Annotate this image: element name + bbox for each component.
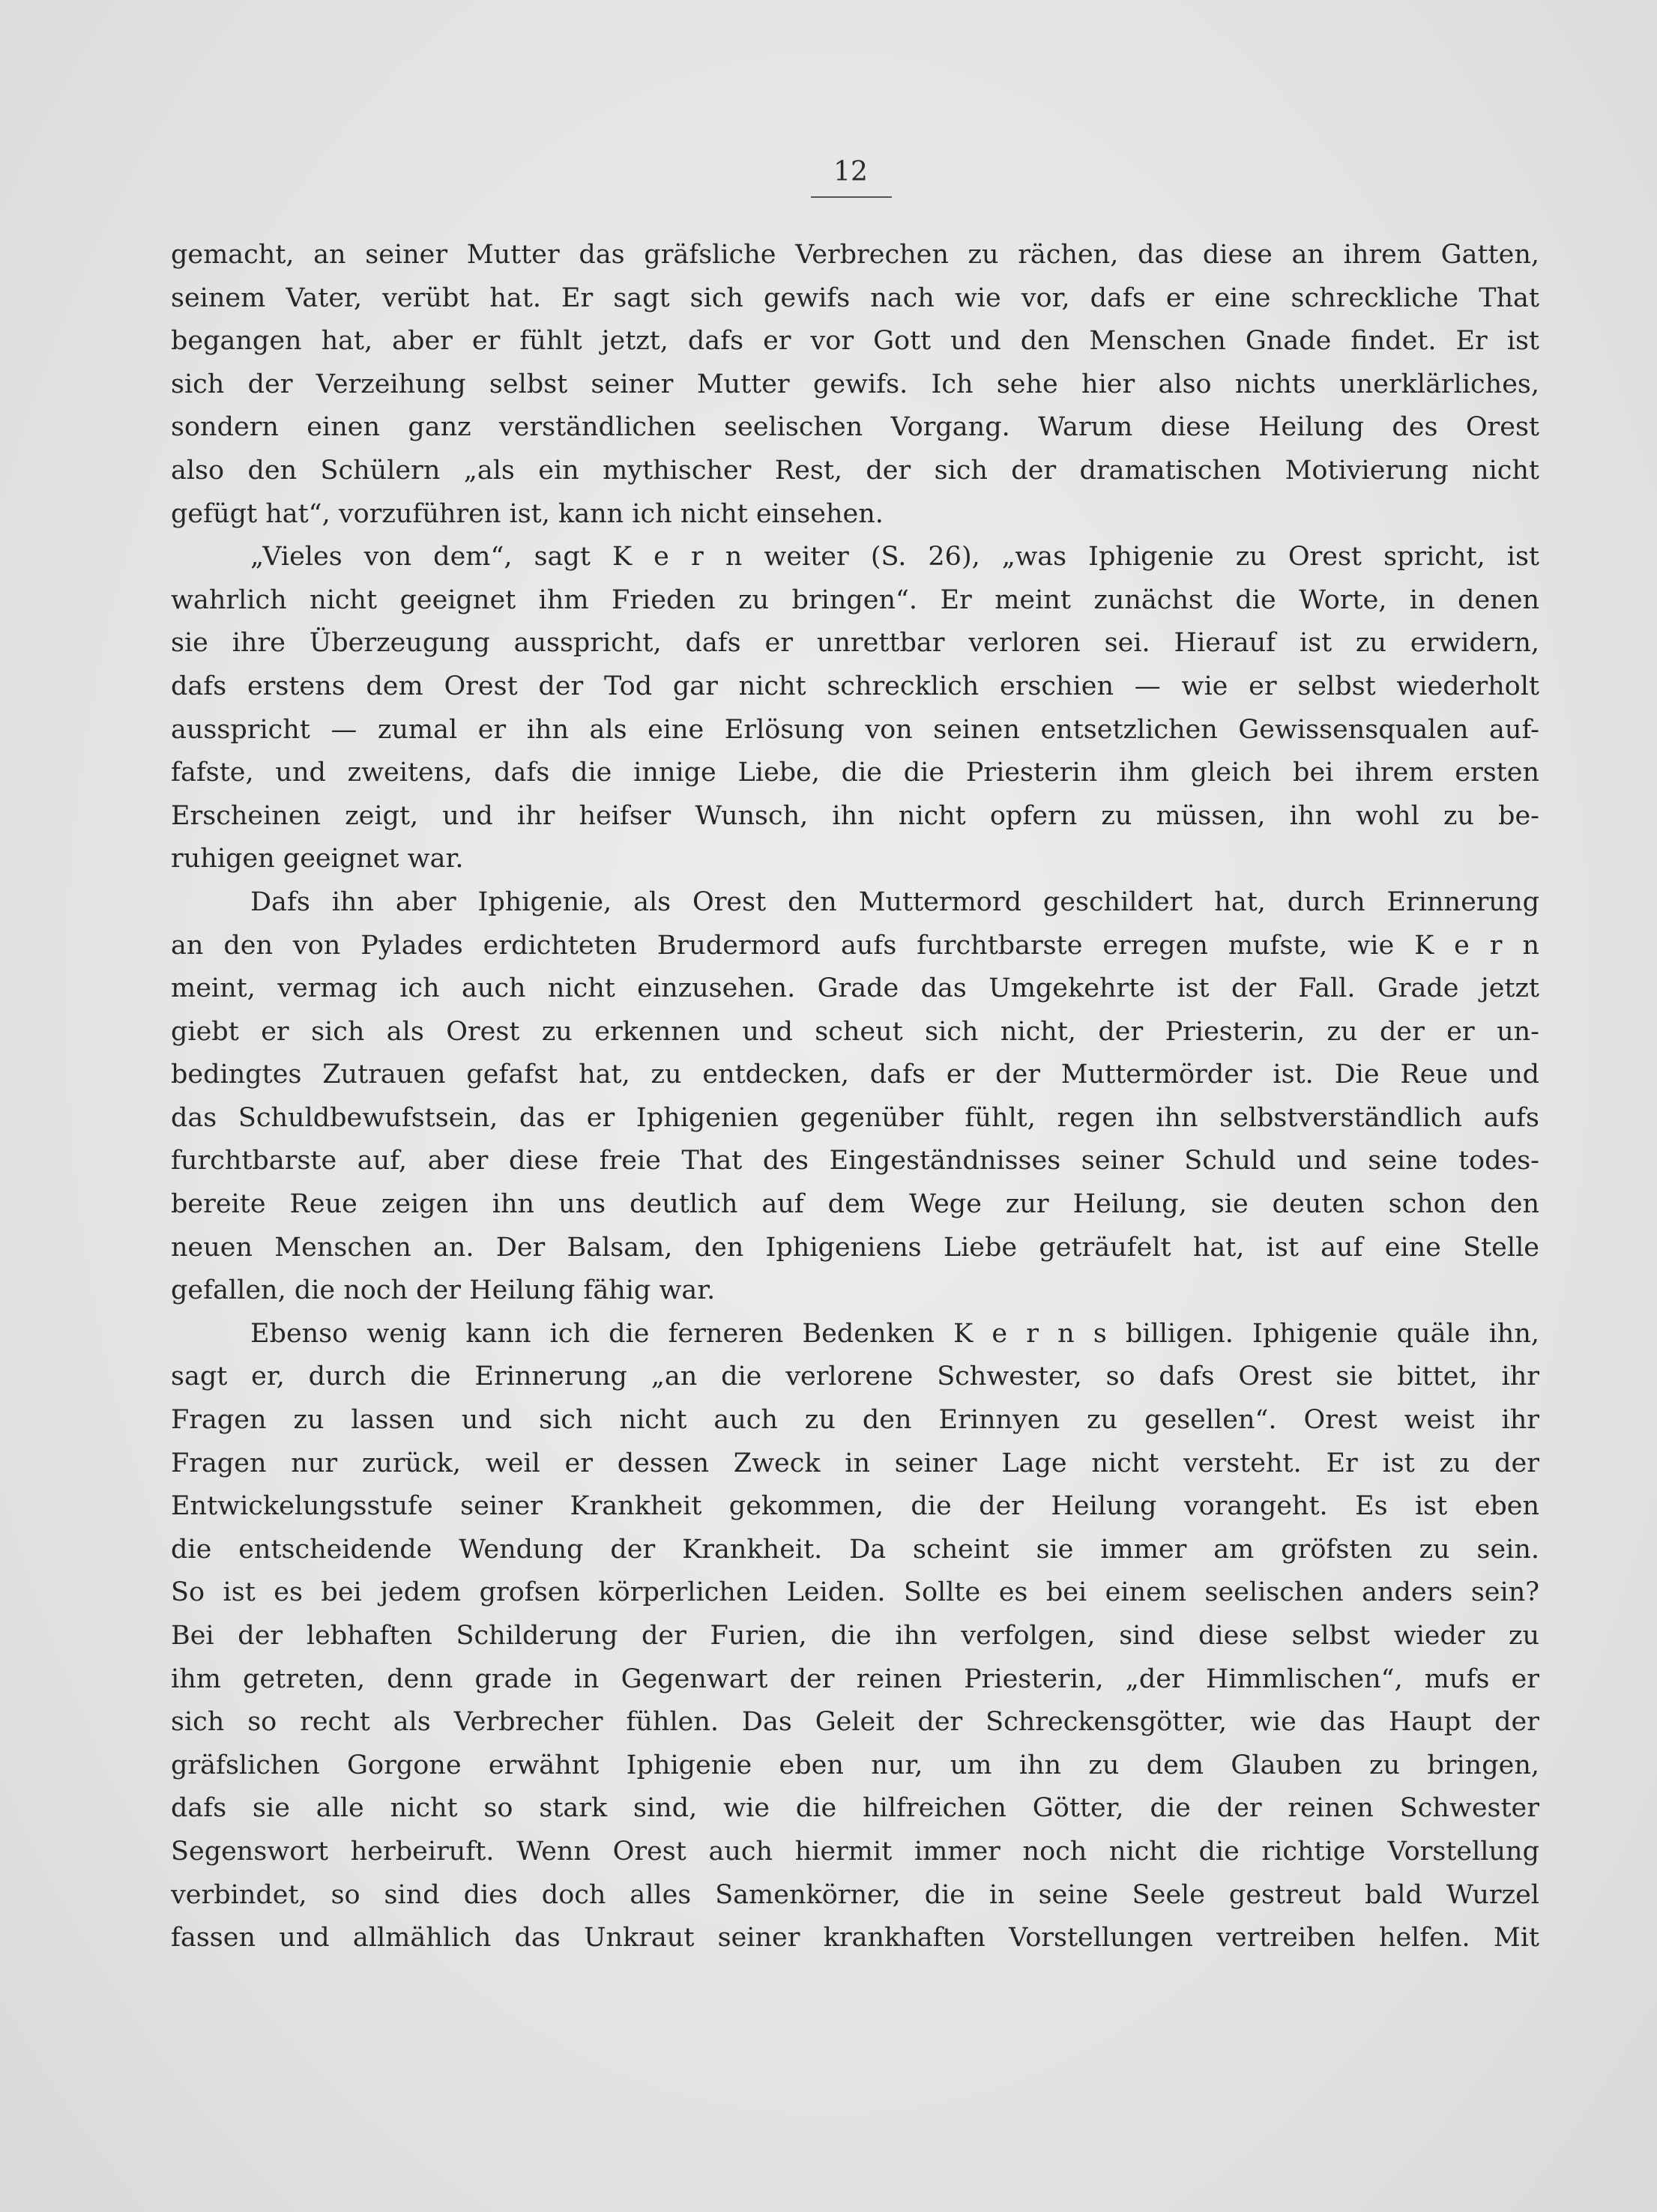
text-line: giebt er sich als Orest zu erkennen und scheut sich nicht, der Priesterin, zu der er un-: [171, 1016, 1539, 1047]
text-line: seinem Vater, verübt hat. Er sagt sich gewifs nach wie vor, dafs er eine schreckliche That: [171, 282, 1539, 313]
page-number-rule: [811, 196, 892, 198]
text-line: an den von Pylades erdichteten Brudermord aufs furchtbarste erregen mufste, wie K e r n: [171, 930, 1539, 961]
text-line: sich so recht als Verbrecher fühlen. Das Geleit der Schreckensgötter, wie das Haupt der: [171, 1707, 1539, 1738]
text-line: sich der Verzeihung selbst seiner Mutter gewifs. Ich sehe hier also nichts unerklärliches,: [171, 369, 1539, 399]
text-line: sagt er, durch die Erinnerung „an die verlorene Schwester, so dafs Orest sie bittet, ihr: [171, 1362, 1539, 1392]
text-line: die entscheidende Wendung der Krankheit. Da scheint sie immer am gröfsten zu sein.: [171, 1534, 1539, 1565]
text-line: neuen Menschen an. Der Balsam, den Iphigeniens Liebe geträufelt hat, ist auf eine Stelle: [171, 1232, 1539, 1263]
text-line: das Schuldbewufstsein, das er Iphigenien gegenüber fühlt, regen ihn selbstverständlich aufs: [171, 1102, 1539, 1133]
page-number: 12: [833, 157, 868, 187]
text-line: ihm getreten, denn grade in Gegenwart der reinen Priesterin, „der Himmlischen“, mufs er: [171, 1663, 1539, 1694]
text-line: begangen hat, aber er fühlt jetzt, dafs er vor Gott und den Menschen Gnade findet. Er ist: [171, 326, 1539, 357]
text-line: sondern einen ganz verständlichen seelischen Vorgang. Warum diese Heilung des Orest: [171, 412, 1539, 443]
text-line: dafs erstens dem Orest der Tod gar nicht schrecklich erschien — wie er selbst wiederholt: [171, 671, 1539, 701]
text-line: Ebenso wenig kann ich die ferneren Bedenken K e r n s billigen. Iphigenie quäle ihn,: [250, 1318, 1539, 1349]
text-line: gemacht, an seiner Mutter das gräfsliche Verbrechen zu rächen, das diese an ihrem Gatten,: [171, 240, 1539, 270]
text-line: furchtbarste auf, aber diese freie That des Eingeständnisses seiner Schuld und seine todes-: [171, 1146, 1539, 1176]
text-line: „Vieles von dem“, sagt K e r n weiter (S. 26), „was Iphigenie zu Orest spricht, ist: [250, 542, 1539, 572]
text-line: gefallen, die noch der Heilung fähig war.: [171, 1275, 716, 1306]
text-line: bereite Reue zeigen ihn uns deutlich auf dem Wege zur Heilung, sie deuten schon den: [171, 1189, 1539, 1220]
text-line: Fragen nur zurück, weil er dessen Zweck in seiner Lage nicht versteht. Er ist zu der: [171, 1448, 1539, 1478]
text-line: verbindet, so sind dies doch alles Samenkörner, die in seine Seele gestreut bald Wurzel: [171, 1879, 1539, 1910]
text-line: dafs sie alle nicht so stark sind, wie die hilfreichen Götter, die der reinen Schwester: [171, 1793, 1539, 1824]
text-line: Bei der lebhaften Schilderung der Furien, die ihn verfolgen, sind diese selbst wieder zu: [171, 1621, 1539, 1651]
text-line: Dafs ihn aber Iphigenie, als Orest den Muttermord geschildert hat, durch Erinnerung: [250, 886, 1539, 917]
text-line: bedingtes Zutrauen gefafst hat, zu entdecken, dafs er der Muttermörder ist. Die Reue und: [171, 1060, 1539, 1090]
text-line: Entwickelungsstufe seiner Krankheit gekommen, die der Heilung vorangeht. Es ist eben: [171, 1491, 1539, 1522]
text-line: wahrlich nicht geeignet ihm Frieden zu bringen“. Er meint zunächst die Worte, in denen: [171, 584, 1539, 615]
text-line: gräfslichen Gorgone erwähnt Iphigenie eben nur, um ihn zu dem Glauben zu bringen,: [171, 1750, 1539, 1780]
text-line: Fragen zu lassen und sich nicht auch zu den Erinnyen zu gesellen“. Orest weist ihr: [171, 1405, 1539, 1436]
text-line: sie ihre Überzeugung ausspricht, dafs er unrettbar verloren sei. Hierauf ist zu erwidern,: [171, 628, 1539, 659]
text-line: ruhigen geeignet war.: [171, 844, 464, 874]
text-line: also den Schülern „als ein mythischer Rest, der sich der dramatischen Motivierung nicht: [171, 455, 1539, 486]
body-text: [171, 234, 1539, 1960]
text-line: So ist es bei jedem grofsen körperlichen Leiden. Sollte es bei einem seelischen anders sein?: [171, 1577, 1539, 1608]
text-line: fafste, und zweitens, dafs die innige Liebe, die die Priesterin ihm gleich bei ihrem ersten: [171, 758, 1539, 788]
text-line: fassen und allmählich das Unkraut seiner krankhaften Vorstellungen vertreiben helfen. Mit: [171, 1923, 1539, 1953]
text-line: gefügt hat“, vorzuführen ist, kann ich nicht einsehen.: [171, 498, 884, 529]
text-line: ausspricht — zumal er ihn als eine Erlösung von seinen entsetzlichen Gewissensqualen auf-: [171, 714, 1539, 745]
text-line: Segenswort herbeiruft. Wenn Orest auch hiermit immer noch nicht die richtige Vorstellung: [171, 1836, 1539, 1867]
text-line: Erscheinen zeigt, und ihr heifser Wunsch, ihn nicht opfern zu müssen, ihn wohl zu be-: [171, 800, 1539, 831]
text-line: meint, vermag ich auch nicht einzusehen. Grade das Umgekehrte ist der Fall. Grade jetzt: [171, 973, 1539, 1004]
